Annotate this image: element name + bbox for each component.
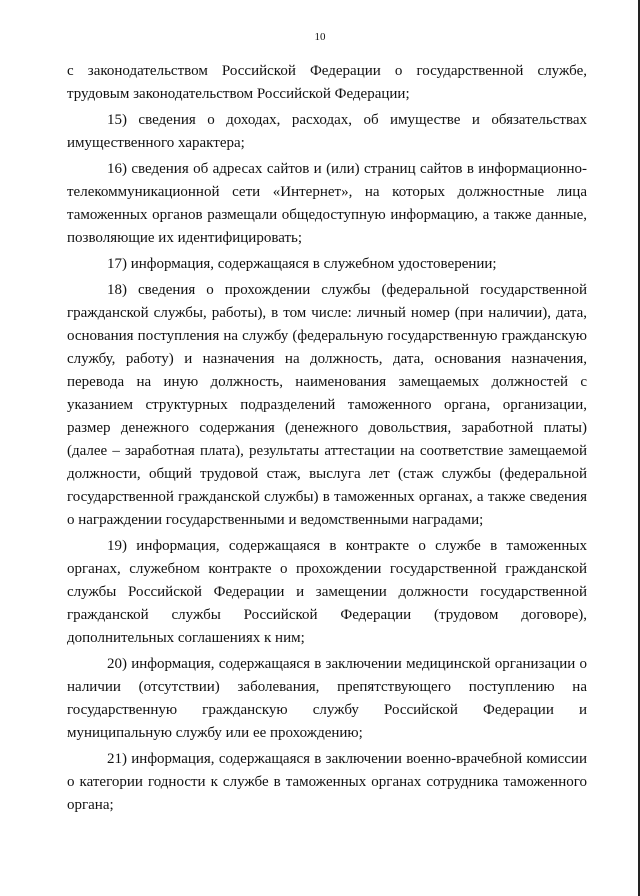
document-body — [67, 60, 587, 820]
paragraph-item-20: 20) информация, содержащаяся в заключении медицинской организации о наличии (отсутствии) заболевания, препятствующего поступлению на государственную гражданскую службу Российской Федерации и муниципальную службу или ее прохождению; — [67, 656, 587, 741]
paragraph-item-19: 19) информация, содержащаяся в контракте о службе в таможенных органах, служебном контракте о прохождении государственной гражданской службы Российской Федерации и замещении должности государственной гражданской службы Российской Федерации (трудовом договоре), дополнительных соглашениях к ним; — [67, 538, 587, 646]
paragraph-item-16: 16) сведения об адресах сайтов и (или) страниц сайтов в информационно-телекоммуникационной сети «Интернет», на которых должностные лица таможенных органов размещали общедоступную информацию, а также данные, позволяющие их идентифицировать; — [67, 161, 587, 246]
paragraph-item-18: 18) сведения о прохождении службы (федеральной государственной гражданской службы, работы), в том числе: личный номер (при наличии), дата, основания поступления на службу (федеральную государственную гражданскую службу, работу) и назначения на должность, дата, основания назначения, перевода на иную должность, наименования замещаемых должностей с указанием структурных подразделений таможенного органа, организации, размер денежного содержания (денежного довольствия, заработной платы) (далее – заработная плата), результаты аттестации на соответствие замещаемой должности, общий трудовой стаж, выслуга лет (стаж службы (федеральной государственной гражданской службы) в таможенных органах, а также сведения о награждении государственными и ведомственными наградами; — [67, 282, 587, 528]
paragraph-item-21: 21) информация, содержащаяся в заключении военно-врачебной комиссии о категории годности к службе в таможенных органах сотрудника таможенного органа; — [67, 751, 587, 813]
paragraph-item-17: 17) информация, содержащаяся в служебном удостоверении; — [107, 256, 497, 272]
paragraph-item-15: 15) сведения о доходах, расходах, об имуществе и обязательствах имущественного характера; — [67, 112, 587, 151]
paragraph-continuation: с законодательством Российской Федерации о государственной службе, трудовым законодательством Российской Федерации; — [67, 63, 587, 102]
page-number: 10 — [314, 31, 326, 43]
